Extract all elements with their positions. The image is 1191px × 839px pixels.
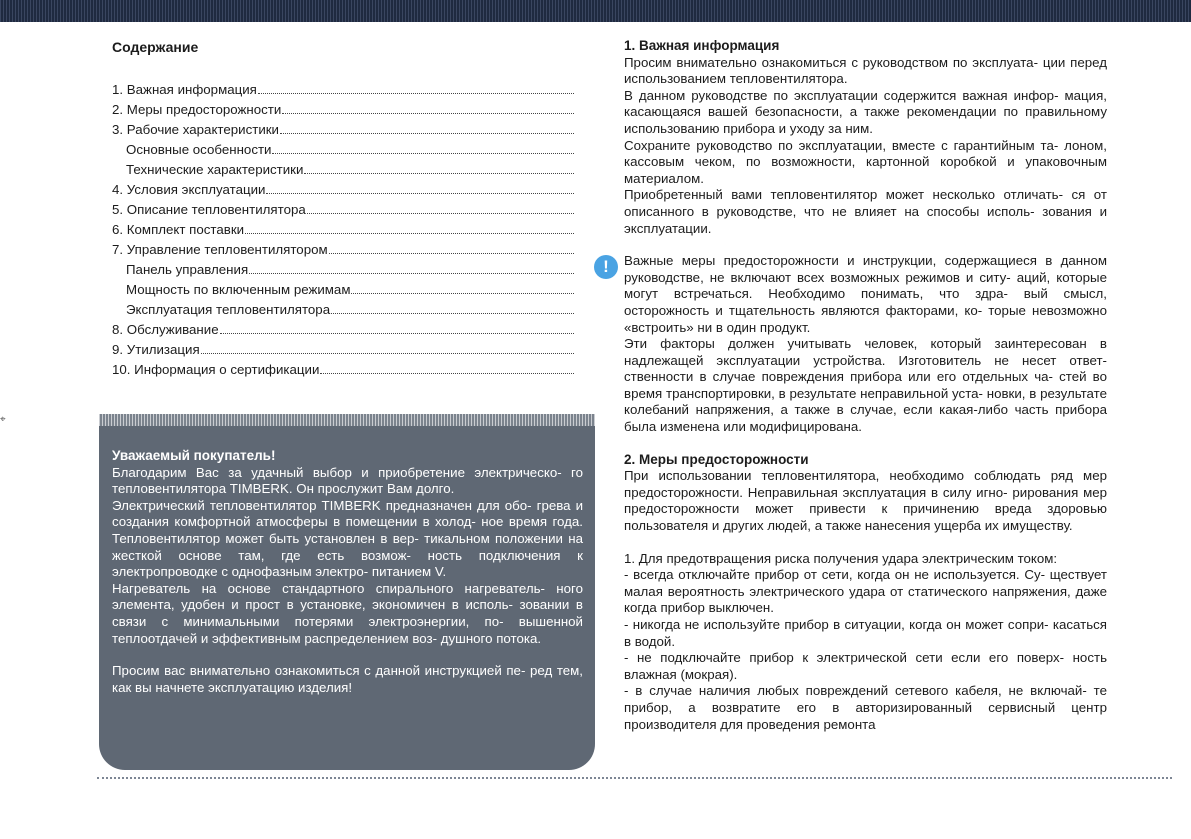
warning-block [603,253,1107,436]
toc-item-label: Технические характеристики [126,162,304,177]
toc-leader-dots [307,212,574,214]
toc-leader-dots [220,332,574,334]
toc-item-label: Эксплуатация тепловентилятора [126,302,331,317]
paragraph: При использовании тепловентилятора, необходимо соблюдать ряд мер предосторожности. Неправильная эксплуатация в силу игно- рирования мер предосторожности может привести к причинению вреда здоровью пользователя и других людей, а также нанесения ущерба их имуществу. [624,468,1107,534]
exclamation-icon: ! [594,255,618,279]
toc-leader-dots [280,132,574,134]
toc-item [112,200,574,220]
section-2-title: 2. Меры предосторожности [624,451,809,467]
toc-item [112,240,574,260]
notice-paragraph: Нагреватель на основе стандартного спирального нагреватель- ного элемента, удобен и прост в установке, экономичен в исполь- зовании в связи с минимальными потерями электроэнергии, по- вышенной теплоотдачей и эффективным распределением воз- душного потока. [112,580,583,646]
toc-item [112,220,574,240]
toc-leader-dots [266,192,574,194]
toc-leader-dots [282,112,574,114]
header-band [0,0,1191,22]
toc-list [112,80,574,380]
bottom-dotted-divider [97,776,1172,779]
toc-item [112,100,574,120]
notice-paragraph: Просим вас внимательно ознакомиться с данной инструкцией пе- ред тем, как вы начнете эксплуатацию изделия! [112,663,583,695]
toc-item-label: 9. Утилизация [112,342,200,357]
toc-item-label: Панель управления [126,262,249,277]
toc-item [112,260,574,280]
toc-item [112,300,574,320]
toc-title: Содержание [112,39,199,55]
toc-leader-dots [258,92,574,94]
list-item: - всегда отключайте прибор от сети, когда он не используется. Су- ществует малая вероятность электрического удара от статического напряжения, даже когда прибор выключен. [624,567,1107,616]
toc-item [112,280,574,300]
toc-item-label: Основные особенности [126,142,272,157]
toc-leader-dots [245,232,574,234]
paragraph: Сохраните руководство по эксплуатации, вместе с гарантийным та- лоном, кассовым чеком, по возможности, картонной коробкой и упаковочным материалом. [624,137,1107,186]
toc-item-label: 3. Рабочие характеристики [112,122,279,137]
paragraph: В данном руководстве по эксплуатации содержится важная инфор- мация, касающаяся вашей безопасности, а также рекомендации по правильному использованию прибора и уходу за ним. [624,87,1107,136]
toc-item [112,320,574,340]
toc-item-label: 6. Комплект поставки [112,222,245,237]
warning-paragraph: Важные меры предосторожности и инструкции, содержащиеся в данном руководстве, не включают всех возможных режимов и ситу- аций, которые могут встречаться. Необходимо понимать, что здра- вый смысл, осторожность и тщательность являются факторами, ко- торые невозможно «встроить» ни в один продукт. [624,253,1107,335]
toc-leader-dots [201,352,574,354]
notice-stripe [99,414,595,426]
section-1-title: 1. Важная информация [624,38,780,53]
toc-item-label: 1. Важная информация [112,82,257,97]
table-of-contents [112,38,574,380]
toc-leader-dots [320,372,574,374]
toc-leader-dots [329,252,574,254]
toc-item-label: 8. Обслуживание [112,322,219,337]
toc-item [112,360,574,380]
toc-item [112,180,574,200]
paragraph: Приобретенный вами тепловентилятор может несколько отличать- ся от описанного в руководстве, что не влияет на способы исполь- зования и эксплуатации. [624,187,1107,236]
notice-paragraph: Электрический тепловентилятор TIMBERK предназначен для обо- грева и создания комфортной атмосферы в помещении в холод- ное время года. Тепловентилятор может быть установлен в вер- тикальном положении на жесткой основе там, где есть возмож- ность подключения к электропроводке с однофазным электро- питанием V. [112,497,583,580]
toc-leader-dots [331,312,574,314]
toc-item [112,140,574,160]
toc-item [112,80,574,100]
toc-item-label: 4. Условия эксплуатации [112,182,266,197]
toc-item-label: 5. Описание тепловентилятора [112,202,306,217]
toc-leader-dots [351,292,574,294]
toc-item [112,120,574,140]
warning-paragraph: Эти факторы должен учитывать человек, который заинтересован в надлежащей эксплуатации устройства. Изготовитель не несет ответ- ственности в случае повреждения прибора или его отдельных ча- стей во время транспортировки, в результате неправильной уста- новки, в результате колебаний напряжения, а также в случае, если какая-либо часть прибора была изменена или модифицирована. [624,336,1107,435]
customer-notice-box [99,414,595,770]
notice-title: Уважаемый покупатель! [112,448,276,463]
toc-item-label: 7. Управление тепловентилятором [112,242,328,257]
crop-mark: ⌖ [0,414,6,425]
paragraph: Просим внимательно ознакомиться с руководством по эксплуата- ции перед использованием тепловентилятора. [624,54,1107,87]
notice-paragraph: Благодарим Вас за удачный выбор и приобретение электрическо- го тепловентилятора TIMBERK. Он прослужит Вам долго. [112,464,583,497]
list-item: - не подключайте прибор к электрической сети если его поверх- ность влажная (мокрая). [624,650,1107,682]
right-column [603,38,1107,733]
toc-item-label: 10. Информация о сертификации [112,362,320,377]
list-item: - в случае наличия любых повреждений сетевого кабеля, не включай- те прибор, а возвратите его в авторизированный сервисный центр производителя для проведения ремонта [624,683,1107,732]
list-heading: 1. Для предотвращения риска получения удара электрическим током: [624,550,1058,566]
toc-item [112,340,574,360]
toc-leader-dots [249,272,574,274]
toc-leader-dots [272,152,574,154]
list-item: - никогда не используйте прибор в ситуации, когда он может сопри- касаться в водой. [624,617,1107,649]
toc-item-label: 2. Меры предосторожности [112,102,282,117]
toc-item [112,160,574,180]
toc-item-label: Мощность по включенным режимам [126,282,351,297]
toc-leader-dots [304,172,574,174]
